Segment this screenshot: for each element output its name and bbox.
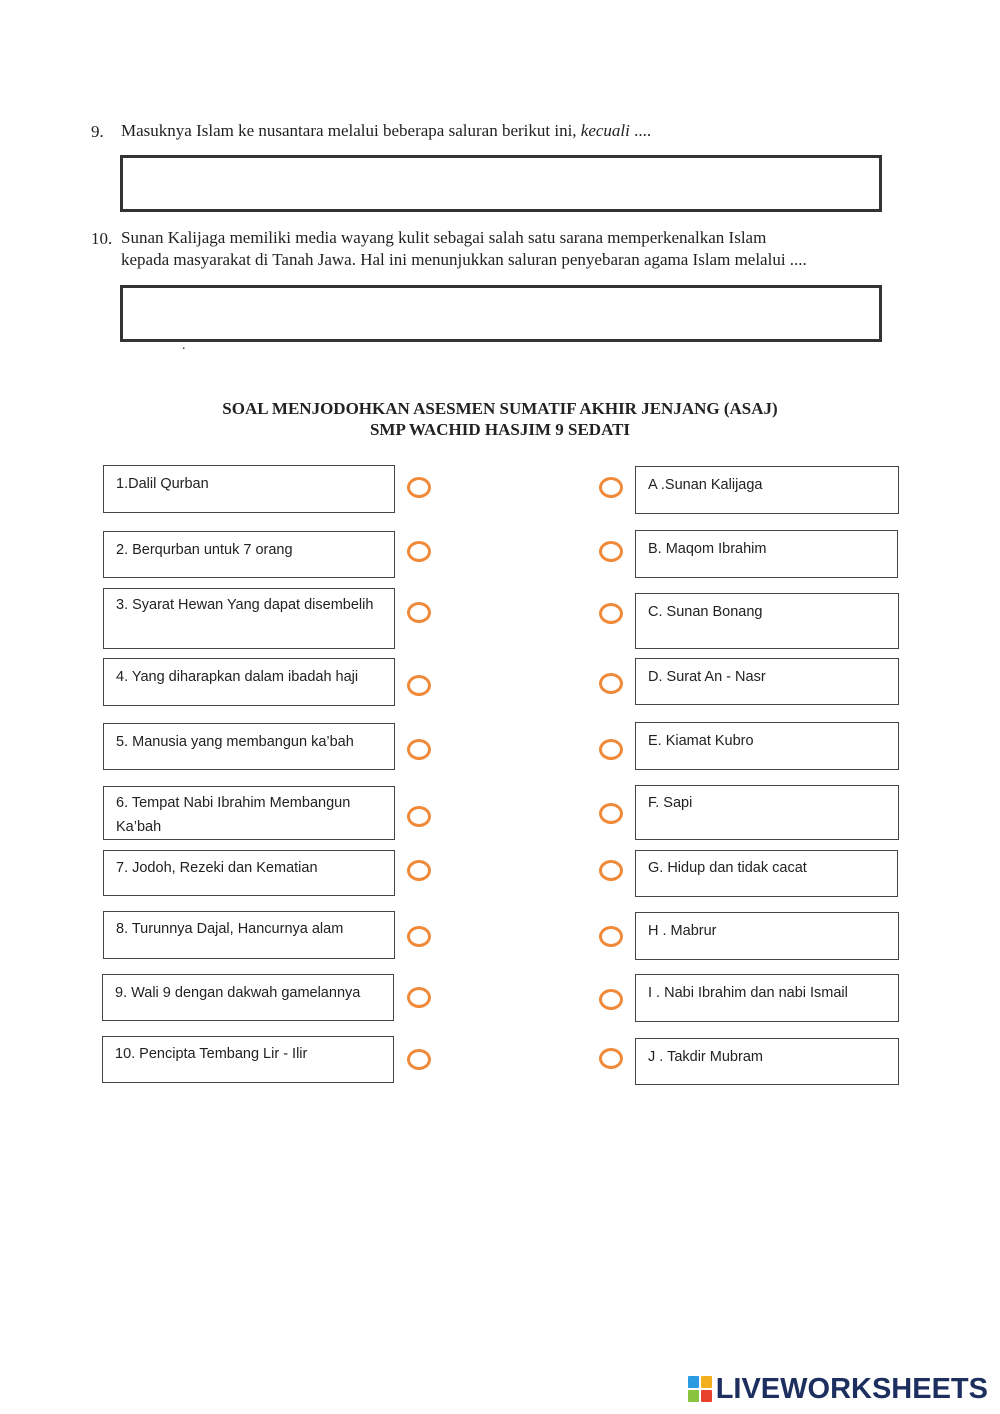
left-item-10: 10. Pencipta Tembang Lir - Ilir [102, 1036, 394, 1083]
liveworksheets-logo-text: LIVEWORKSHEETS [715, 1372, 988, 1405]
right-connector-a[interactable] [599, 477, 623, 498]
right-connector-c[interactable] [599, 603, 623, 624]
answer-input-9[interactable] [120, 155, 882, 212]
question-9-text [121, 120, 921, 142]
right-item-a: A .Sunan Kalijaga [635, 466, 899, 514]
right-connector-g[interactable] [599, 860, 623, 881]
left-item-4: 4. Yang diharapkan dalam ibadah haji [103, 658, 395, 706]
question-10-line-1: Sunan Kalijaga memiliki media wayang kulit sebagai salah satu sarana memperkenalkan Islam [121, 228, 767, 247]
left-item-1: 1.Dalil Qurban [103, 465, 395, 513]
left-connector-6[interactable] [407, 806, 431, 827]
right-item-b: B. Maqom Ibrahim [635, 530, 898, 578]
left-connector-9[interactable] [407, 987, 431, 1008]
left-connector-1[interactable] [407, 477, 431, 498]
left-connector-4[interactable] [407, 675, 431, 696]
logo-square-blue [688, 1376, 699, 1388]
right-item-i: I . Nabi Ibrahim dan nabi Ismail [635, 974, 899, 1022]
question-10-line-2: kepada masyarakat di Tanah Jawa. Hal ini menunjukkan saluran penyebaran agama Islam melalui .... [121, 250, 807, 269]
right-connector-i[interactable] [599, 989, 623, 1010]
right-item-c: C. Sunan Bonang [635, 593, 899, 649]
answer-input-10[interactable] [120, 285, 882, 342]
question-10-number: 10. [91, 229, 113, 248]
right-item-f: F. Sapi [635, 785, 899, 840]
liveworksheets-logo-icon [688, 1376, 712, 1402]
logo-square-green [688, 1390, 699, 1402]
logo-square-yellow [701, 1376, 712, 1388]
left-item-8: 8. Turunnya Dajal, Hancurnya alam [103, 911, 395, 959]
question-9-text-end: .... [629, 121, 652, 140]
left-item-2: 2. Berqurban untuk 7 orang [103, 531, 395, 578]
section-title [0, 398, 1000, 440]
left-item-5: 5. Manusia yang membangun ka’bah [103, 723, 395, 770]
left-connector-2[interactable] [407, 541, 431, 562]
section-title-line-2: SMP WACHID HASJIM 9 SEDATI [369, 420, 631, 439]
question-10-text [121, 227, 921, 271]
question-9-number: 9. [91, 122, 104, 141]
left-connector-3[interactable] [407, 602, 431, 623]
liveworksheets-logo [688, 1374, 988, 1404]
right-connector-b[interactable] [599, 541, 623, 562]
left-item-9: 9. Wali 9 dengan dakwah gamelannya [102, 974, 394, 1021]
right-connector-d[interactable] [599, 673, 623, 694]
right-item-j: J . Takdir Mubram [635, 1038, 899, 1085]
left-connector-8[interactable] [407, 926, 431, 947]
logo-square-red [701, 1390, 712, 1402]
stray-dot: . [182, 338, 186, 353]
question-9-text-plain: Masuknya Islam ke nusantara melalui beberapa saluran berikut ini, [121, 121, 581, 140]
right-item-e: E. Kiamat Kubro [635, 722, 899, 770]
left-connector-5[interactable] [407, 739, 431, 760]
right-connector-f[interactable] [599, 803, 623, 824]
left-item-3: 3. Syarat Hewan Yang dapat disembelih [103, 588, 395, 649]
left-connector-7[interactable] [407, 860, 431, 881]
right-item-h: H . Mabrur [635, 912, 899, 960]
right-item-g: G. Hidup dan tidak cacat [635, 850, 898, 897]
right-item-d: D. Surat An - Nasr [635, 658, 899, 705]
left-item-6: 6. Tempat Nabi Ibrahim Membangun Ka’bah [103, 786, 395, 840]
question-9-text-italic: kecuali [580, 121, 630, 140]
left-connector-10[interactable] [407, 1049, 431, 1070]
section-title-line-1: SOAL MENJODOHKAN ASESMEN SUMATIF AKHIR JENJANG (ASAJ) [222, 399, 778, 418]
left-item-7: 7. Jodoh, Rezeki dan Kematian [103, 850, 395, 896]
right-connector-e[interactable] [599, 739, 623, 760]
right-connector-h[interactable] [599, 926, 623, 947]
right-connector-j[interactable] [599, 1048, 623, 1069]
